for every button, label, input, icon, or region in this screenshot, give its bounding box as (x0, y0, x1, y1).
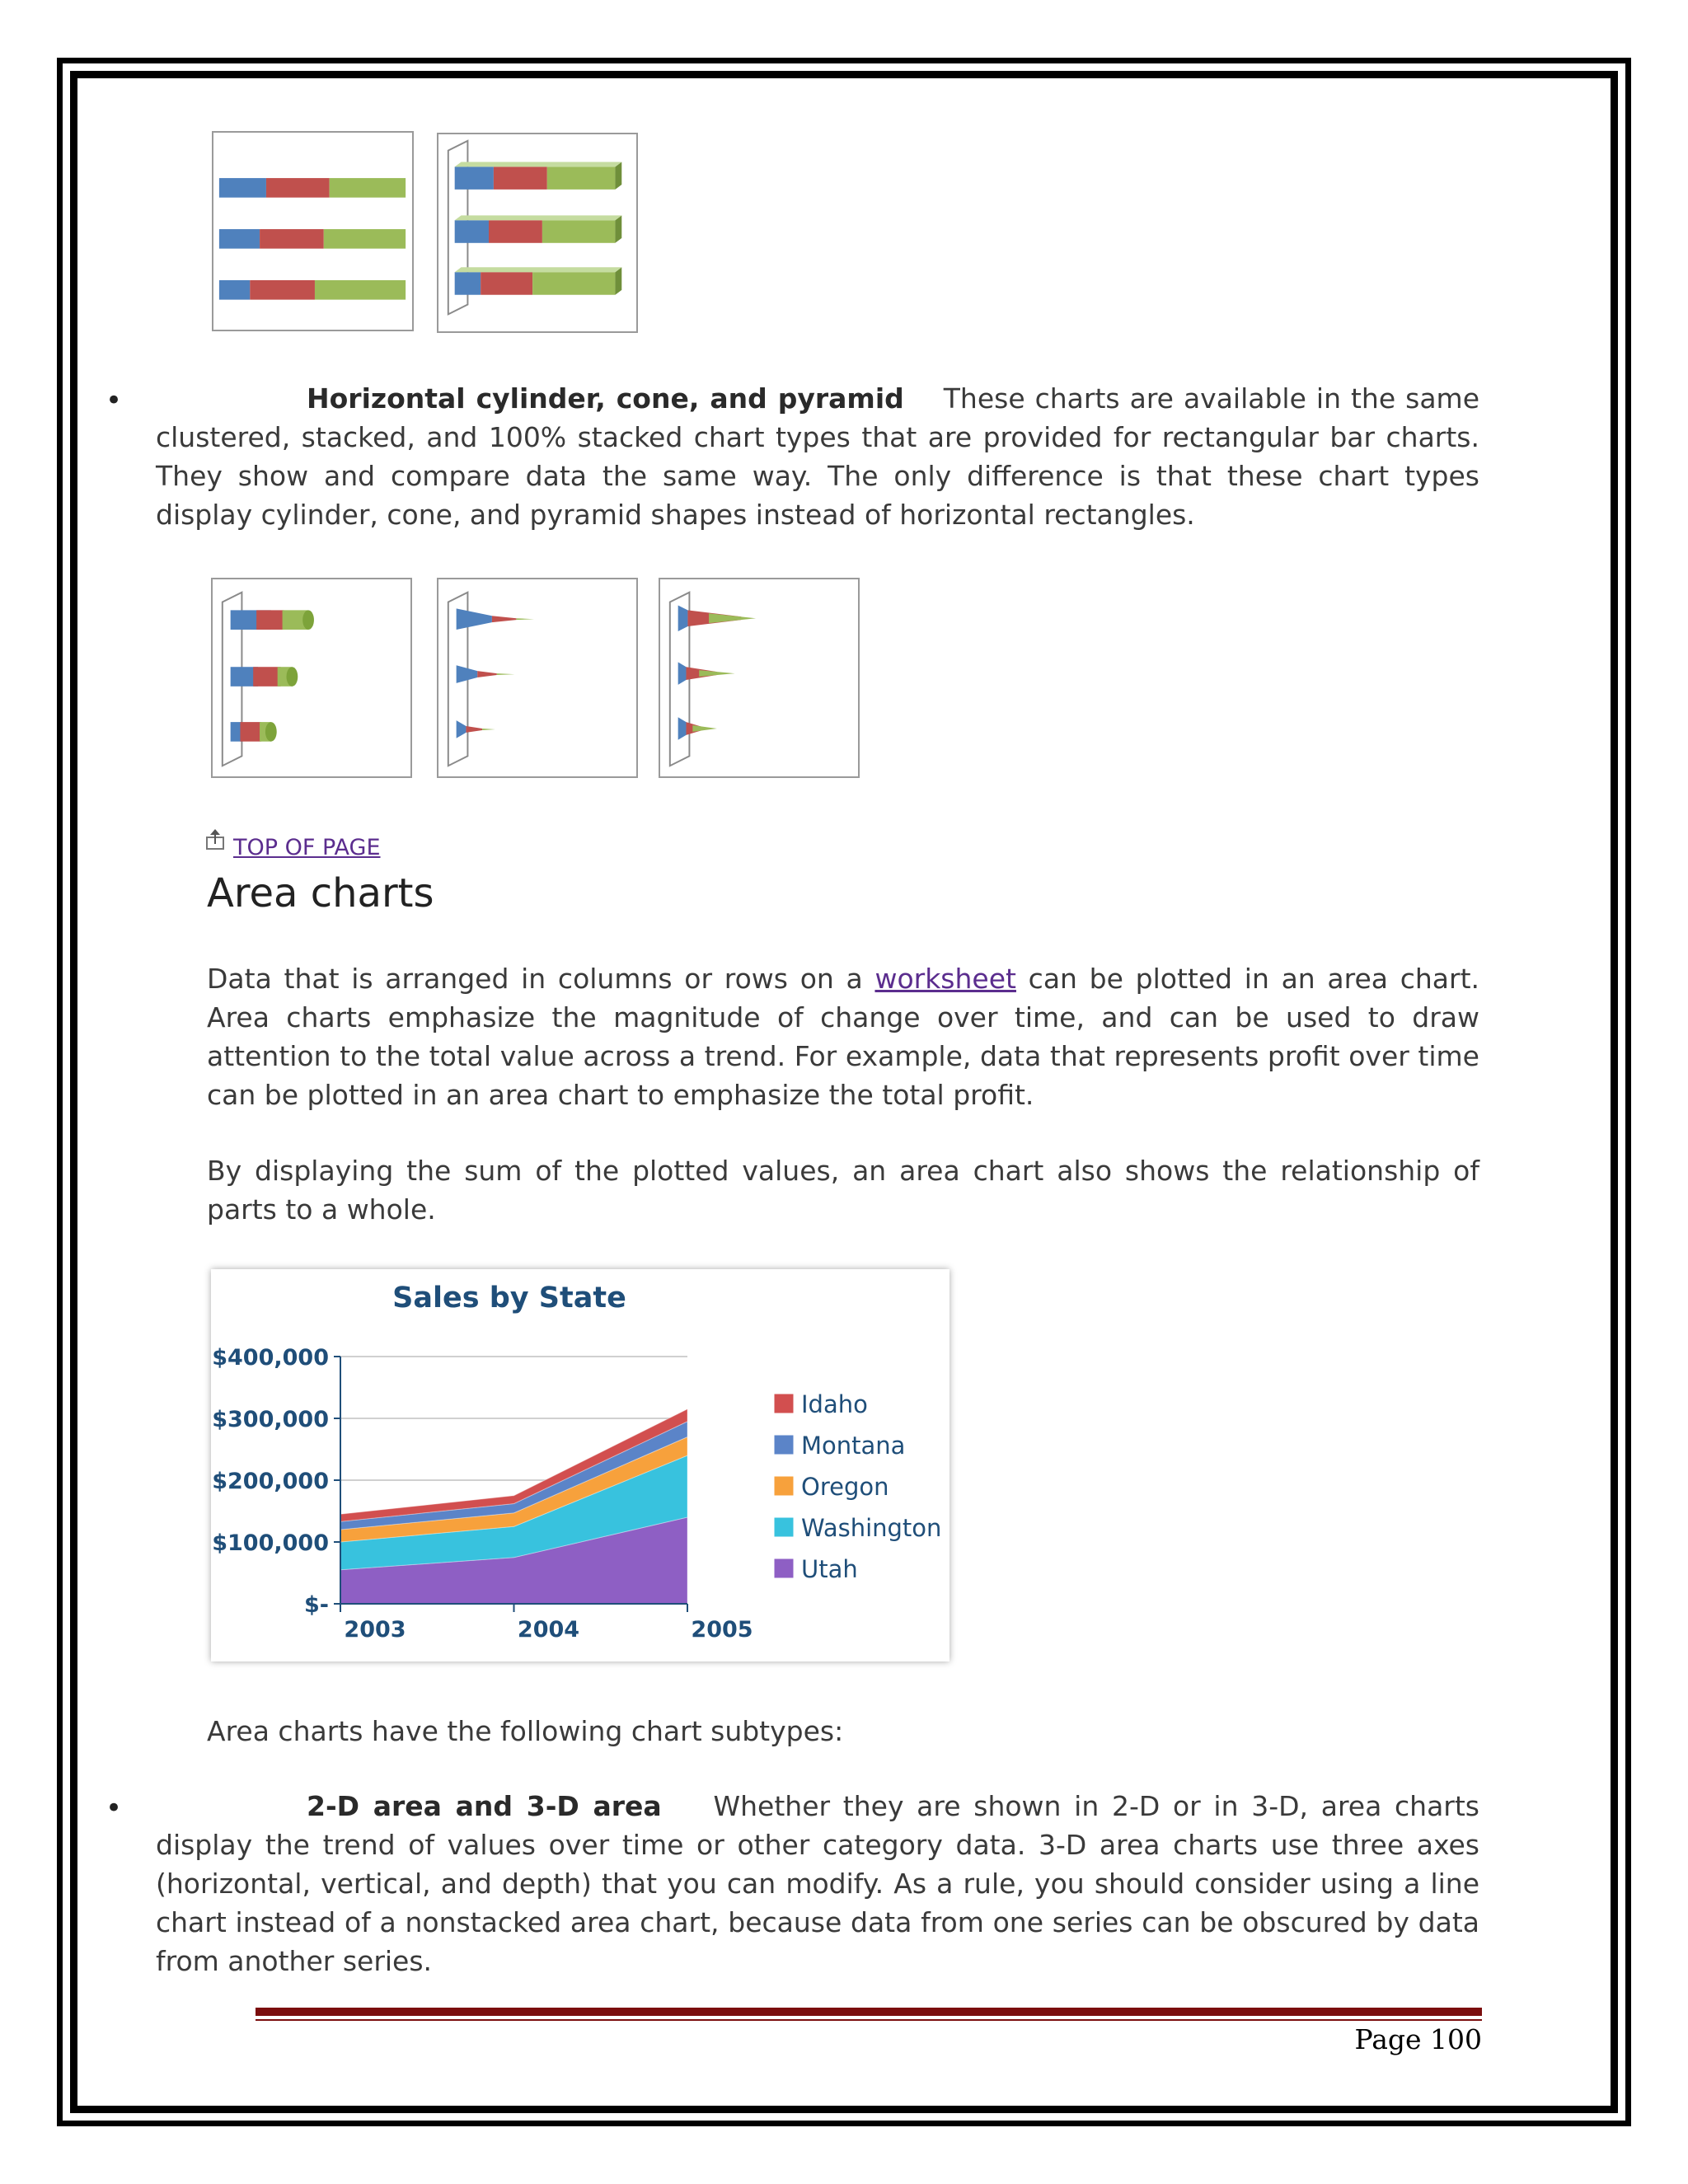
legend-swatch-oregon (774, 1476, 794, 1496)
area-subtype-description: Whether they are shown in 2-D or in 3-D, area charts display the trend of values over time or other category data. 3-D area charts use three axes (horizontal, vertical, and depth) that you can modify. As a rule, you should consider using a line chart instead of a nonstacked area chart, because data from one series can be obscured by data from another series. (156, 1790, 1479, 1977)
worksheet-link[interactable]: worksheet (874, 963, 1016, 995)
sales-by-state-chart (211, 1269, 950, 1661)
area-charts-heading: Area charts (207, 870, 434, 916)
top-of-page-arrow-icon[interactable] (205, 827, 225, 851)
footer-rule (256, 2008, 1482, 2016)
x-tick-label: 2003 (344, 1617, 406, 1643)
subtypes-intro-paragraph: Area charts have the following chart subtypes: (207, 1715, 844, 1747)
cylinder-cone-pyramid-term: Horizontal cylinder, cone, and pyramid (307, 382, 904, 415)
stacked-bar-3d-thumbnail[interactable] (437, 133, 638, 333)
legend-label-montana: Montana (801, 1432, 906, 1460)
chart-title: Sales by State (392, 1282, 626, 1315)
area-subtype-term: 2-D area and 3-D area (307, 1790, 662, 1822)
bullet-marker: • (106, 1792, 123, 1825)
y-tick-label: $400,000 (212, 1345, 329, 1371)
bullet-marker: • (106, 384, 123, 417)
y-tick-label: $300,000 (212, 1407, 329, 1432)
legend-swatch-washington (774, 1517, 794, 1537)
area-subtype-paragraph (156, 1787, 1479, 1980)
area-intro-paragraph (207, 959, 1479, 1114)
horizontal-pyramid-thumbnail[interactable] (659, 578, 860, 778)
y-tick-label: $100,000 (212, 1530, 329, 1556)
x-tick-label: 2005 (691, 1617, 753, 1643)
legend-label-utah: Utah (801, 1555, 858, 1583)
x-tick-label: 2004 (517, 1617, 580, 1643)
area-intro-text-end: can be plotted in an area chart. Area charts emphasize the magnitude of change over time, and can be used to draw attention to the total value across a trend. For example, data that represents profit over time can be plotted in an area chart to emphasize the total profit. (207, 963, 1479, 1111)
legend-label-idaho: Idaho (801, 1390, 868, 1418)
top-of-page-link[interactable]: TOP OF PAGE (233, 835, 381, 860)
area-sum-paragraph: By displaying the sum of the plotted values, an area chart also shows the relationship of parts to a whole. (207, 1155, 1479, 1226)
legend-swatch-idaho (774, 1394, 794, 1413)
stacked-bar-2d-thumbnail[interactable] (212, 131, 414, 331)
legend-swatch-montana (774, 1435, 794, 1455)
legend-label-washington: Washington (801, 1514, 942, 1542)
legend-swatch-utah (774, 1558, 794, 1578)
legend-label-oregon: Oregon (801, 1473, 889, 1501)
page-number: Page 100 (1354, 2023, 1482, 2055)
horizontal-cylinder-thumbnail[interactable] (211, 578, 412, 778)
horizontal-cone-thumbnail[interactable] (437, 578, 638, 778)
footer-rule-thin (256, 2019, 1482, 2021)
cylinder-cone-pyramid-paragraph (156, 379, 1479, 534)
sales-by-state-chart-svg (211, 1269, 950, 1661)
area-intro-text-start: Data that is arranged in columns or rows on a (207, 963, 875, 995)
y-tick-label: $200,000 (212, 1469, 329, 1494)
cylinder-cone-pyramid-description: These charts are available in the same clustered, stacked, and 100% stacked chart types that are provided for rectangular bar charts. They show and compare data the same way. The only difference is that these chart types display cylinder, cone, and pyramid shapes instead of horizontal rectangles. (156, 382, 1479, 531)
y-tick-label: $- (304, 1592, 329, 1618)
